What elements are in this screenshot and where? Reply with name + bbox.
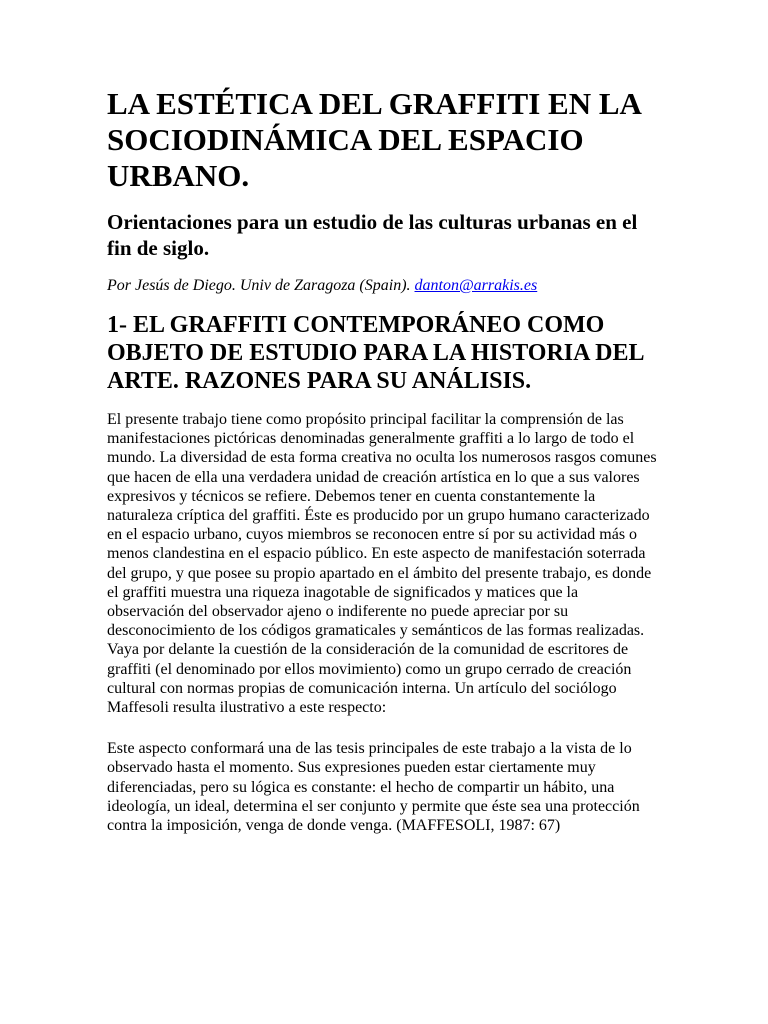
- body-paragraph: Este aspecto conformará una de las tesis principales de este trabajo a la vista de lo observado hasta el momento. Sus expresiones pueden estar ciertamente muy diferenciadas, pero su lógica es constante: el hecho de compartir un hábito, una ideología, un ideal, determina el ser conjunto y permite que éste sea una protección contra la imposición, venga de donde venga. (MAFFESOLI, 1987: 67): [107, 740, 640, 835]
- document-page: [107, 86, 667, 835]
- section-heading: 1- EL GRAFFITI CONTEMPORÁNEO COMO OBJETO DE ESTUDIO PARA LA HISTORIA DEL ARTE. RAZONES PARA SU ANÁLISIS.: [107, 312, 644, 394]
- author-byline: [107, 276, 667, 296]
- document-title: LA ESTÉTICA DEL GRAFFITI EN LA SOCIODINÁMICA DEL ESPACIO URBANO.: [107, 86, 641, 193]
- byline-text: Por Jesús de Diego. Univ de Zaragoza (Spain).: [107, 277, 415, 294]
- document-subtitle: Orientaciones para un estudio de las culturas urbanas en el fin de siglo.: [107, 210, 638, 260]
- author-email-link[interactable]: danton@arrakis.es: [414, 277, 538, 294]
- body-paragraph: El presente trabajo tiene como propósito principal facilitar la comprensión de las manifestaciones pictóricas denominadas generalmente graffiti a lo largo de todo el mundo. La diversidad de esta forma creativa no oculta los numerosos rasgos comunes que hacen de ella una verdadera unidad de creación artística en lo que a sus valores expresivos y técnicos se refiere. Debemos tener en cuenta constantemente la naturaleza críptica del graffiti. Éste es producido por un grupo humano caracterizado en el espacio urbano, cuyos miembros se reconocen entre sí por su actividad más o menos clandestina en el espacio público. En este aspecto de manifestación soterrada del grupo, y que posee su propio apartado en el ámbito del presente trabajo, es donde el graffiti muestra una riqueza inagotable de significados y matices que la observación del observador ajeno o indiferente no puede apreciar por su desconocimiento de los códigos gramaticales y semánticos de las formas realizadas. Vaya por delante la cuestión de la consideración de la comunidad de escritores de graffiti (el denominado por ellos movimiento) como un grupo cerrado de creación cultural con normas propias de comunicación interna. Un artículo del sociólogo Maffesoli resulta ilustrativo a este respecto:: [107, 411, 657, 717]
